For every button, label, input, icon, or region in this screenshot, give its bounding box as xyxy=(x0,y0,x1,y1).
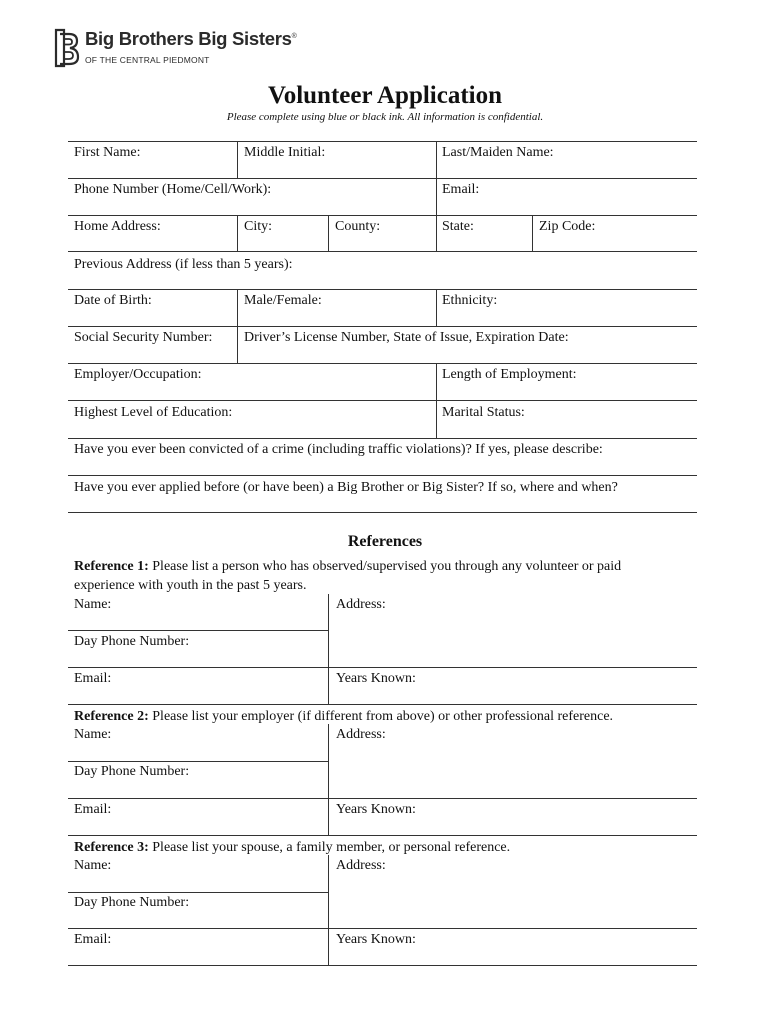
length-of-employment-field[interactable]: Length of Employment: xyxy=(442,367,577,382)
reference-3-years-known-field[interactable]: Years Known: xyxy=(336,932,416,947)
reference-1-email-field[interactable]: Email: xyxy=(74,671,112,686)
logo-trademark: ® xyxy=(291,32,297,40)
city-field[interactable]: City: xyxy=(244,219,273,234)
row-divider xyxy=(68,630,328,631)
row-divider xyxy=(68,761,328,762)
reference-2-intro xyxy=(74,707,684,726)
reference-1-description: Please list a person who has observed/supervised you through any volunteer or paid experience with youth in the past 5 years. xyxy=(74,559,622,593)
reference-3-address-field[interactable]: Address: xyxy=(336,858,386,873)
reference-2-email-field[interactable]: Email: xyxy=(74,802,112,817)
ssn-field[interactable]: Social Security Number: xyxy=(74,330,213,345)
reference-1-heading: Reference 1: xyxy=(74,559,149,574)
column-divider xyxy=(328,215,329,251)
reference-3-intro xyxy=(74,838,684,857)
row-divider xyxy=(68,289,697,290)
column-divider xyxy=(328,594,329,704)
form-title: Volunteer Application xyxy=(267,82,503,109)
row-divider xyxy=(68,215,697,216)
row-divider xyxy=(68,892,328,893)
last-maiden-name-field[interactable]: Last/Maiden Name: xyxy=(442,145,554,160)
column-divider xyxy=(436,363,437,438)
reference-3-heading: Reference 3: xyxy=(74,840,149,855)
row-divider xyxy=(68,178,697,179)
row-divider xyxy=(68,965,697,966)
row-divider xyxy=(68,141,697,142)
row-divider xyxy=(68,835,697,836)
row-divider xyxy=(68,928,697,929)
column-divider xyxy=(328,855,329,965)
row-divider xyxy=(68,798,697,799)
column-divider xyxy=(436,141,437,251)
row-divider xyxy=(68,326,697,327)
row-divider xyxy=(68,512,697,513)
reference-2-years-known-field[interactable]: Years Known: xyxy=(336,802,416,817)
home-address-field[interactable]: Home Address: xyxy=(74,219,161,234)
applied-before-question-field[interactable]: Have you ever applied before (or have been) a Big Brother or Big Sister? If so, where and when? xyxy=(74,480,618,495)
row-divider xyxy=(68,251,697,252)
row-divider xyxy=(68,475,697,476)
reference-3-name-field[interactable]: Name: xyxy=(74,858,112,873)
row-divider xyxy=(68,400,697,401)
drivers-license-field[interactable]: Driver’s License Number, State of Issue, Expiration Date: xyxy=(244,330,569,345)
reference-1-name-field[interactable]: Name: xyxy=(74,597,112,612)
reference-3-description: Please list your spouse, a family member, or personal reference. xyxy=(152,840,511,855)
highest-education-field[interactable]: Highest Level of Education: xyxy=(74,405,233,420)
logo-name: Big Brothers Big Sisters® xyxy=(85,28,297,49)
row-divider xyxy=(68,363,697,364)
marital-status-field[interactable]: Marital Status: xyxy=(442,405,525,420)
gender-field[interactable]: Male/Female: xyxy=(244,293,322,308)
reference-2-name-field[interactable]: Name: xyxy=(74,727,112,742)
reference-1-address-field[interactable]: Address: xyxy=(336,597,386,612)
row-divider xyxy=(68,667,697,668)
bbbs-logo-icon xyxy=(54,28,81,68)
reference-1-day-phone-field[interactable]: Day Phone Number: xyxy=(74,634,190,649)
state-field[interactable]: State: xyxy=(442,219,474,234)
middle-initial-field[interactable]: Middle Initial: xyxy=(244,145,326,160)
county-field[interactable]: County: xyxy=(335,219,381,234)
reference-3-day-phone-field[interactable]: Day Phone Number: xyxy=(74,895,190,910)
previous-address-field[interactable]: Previous Address (if less than 5 years): xyxy=(74,257,293,272)
form-subtitle: Please complete using blue or black ink. All information is confidential. xyxy=(226,111,544,123)
email-field[interactable]: Email: xyxy=(442,182,480,197)
logo-subtitle: OF THE CENTRAL PIEDMONT xyxy=(85,55,210,65)
reference-1-years-known-field[interactable]: Years Known: xyxy=(336,671,416,686)
crime-question-field[interactable]: Have you ever been convicted of a crime (including traffic violations)? If yes, please describe: xyxy=(74,442,603,457)
reference-3-email-field[interactable]: Email: xyxy=(74,932,112,947)
first-name-field[interactable]: First Name: xyxy=(74,145,141,160)
column-divider xyxy=(237,289,238,363)
row-divider xyxy=(68,704,697,705)
column-divider xyxy=(328,724,329,835)
phone-number-field[interactable]: Phone Number (Home/Cell/Work): xyxy=(74,182,272,197)
reference-2-address-field[interactable]: Address: xyxy=(336,727,386,742)
column-divider xyxy=(532,215,533,251)
row-divider xyxy=(68,438,697,439)
ethnicity-field[interactable]: Ethnicity: xyxy=(442,293,498,308)
reference-2-heading: Reference 2: xyxy=(74,709,149,724)
reference-2-day-phone-field[interactable]: Day Phone Number: xyxy=(74,764,190,779)
zip-code-field[interactable]: Zip Code: xyxy=(539,219,596,234)
column-divider xyxy=(436,289,437,326)
references-title: References xyxy=(347,533,423,550)
reference-2-description: Please list your employer (if different from above) or other professional reference. xyxy=(152,709,614,724)
employer-occupation-field[interactable]: Employer/Occupation: xyxy=(74,367,202,382)
column-divider xyxy=(237,215,238,251)
reference-1-intro xyxy=(74,557,684,595)
column-divider xyxy=(237,141,238,178)
date-of-birth-field[interactable]: Date of Birth: xyxy=(74,293,152,308)
